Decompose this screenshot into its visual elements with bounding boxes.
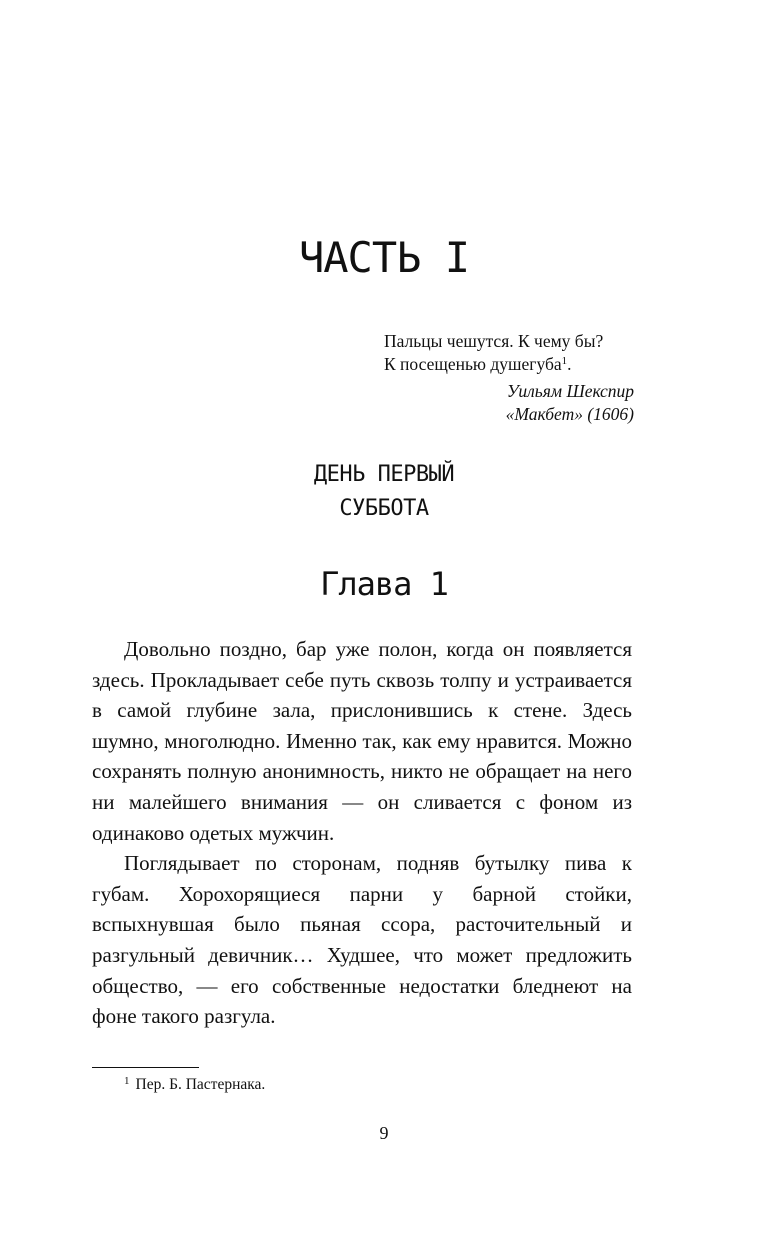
page-number: 9 — [379, 1123, 389, 1143]
epigraph-line-2-text: К посещенью душегуба — [384, 354, 562, 374]
epigraph-author: Уильям Шекспир — [506, 381, 634, 401]
footnote-text: Пер. Б. Пастернака. — [135, 1076, 266, 1093]
epigraph-line-1: Пальцы чешутся. К чему бы? — [384, 331, 604, 351]
paragraph-1: Довольно поздно, бар уже полон, когда он появляется здесь. Прокладывает себе путь сквозь толпу и устраивается в самой глубине зала, прислонившись к стене. Здесь шумно, многолюдно. Именно так, как ему нравится. Можно сохранять полную анонимность, никто не обращает на него ни малейшего внимания — он сливается с фоном из одинаково одетых мужчин. — [92, 637, 632, 845]
epigraph-line-2 — [384, 353, 634, 376]
day-heading — [0, 458, 768, 526]
footnote — [124, 1074, 265, 1096]
epigraph-line-2-end: . — [567, 354, 572, 374]
paragraph-2: Поглядывает по сторонам, подняв бутылку пива к губам. Хорохорящиеся парни у барной стойки, вспыхнувшая было пьяная ссора, расточительный и разгульный девичник… Худшее, что может предложить общество, — его собственные недостатки бледнеют на фоне такого разгула. — [92, 851, 632, 1029]
day-weekday: СУББОТА — [339, 496, 429, 521]
epigraph — [384, 330, 634, 426]
chapter-body — [92, 634, 632, 1032]
footnote-divider — [92, 1067, 199, 1068]
day-title: ДЕНЬ ПЕРВЫЙ — [313, 462, 455, 487]
chapter-title: Глава 1 — [320, 565, 448, 603]
epigraph-source: «Макбет» (1606) — [505, 404, 634, 424]
epigraph-footnote-marker: 1 — [561, 355, 568, 367]
part-title: ЧАСТЬ I — [298, 233, 469, 282]
footnote-marker: 1 — [124, 1075, 130, 1087]
